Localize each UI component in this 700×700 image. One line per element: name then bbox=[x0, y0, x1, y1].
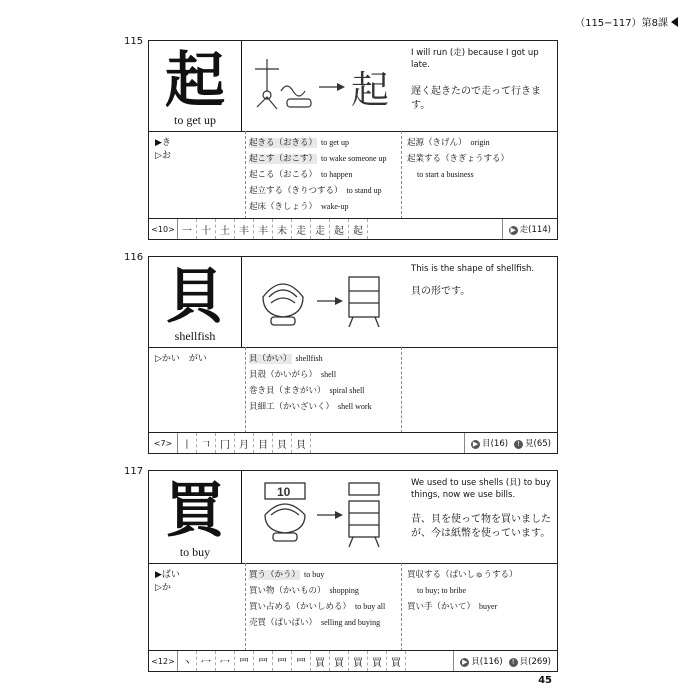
vocab-word: 買い手（かいて） bbox=[407, 602, 476, 612]
vocab-item bbox=[249, 399, 372, 415]
stroke-step: 冖 bbox=[216, 651, 235, 671]
stroke-step: 貝 bbox=[273, 433, 292, 453]
vocab-item bbox=[249, 351, 372, 367]
warning-icon: ! bbox=[509, 658, 518, 667]
example-sentence: 遅く起きたので走って行きます。 bbox=[411, 86, 541, 111]
related-ref-text: 目(16) bbox=[482, 439, 509, 449]
vocab-item bbox=[407, 583, 522, 599]
vocab-item bbox=[249, 183, 387, 199]
kanji-box bbox=[149, 471, 242, 563]
stroke-step: 罒 bbox=[292, 651, 311, 671]
example-sentence: 貝の形です。 bbox=[411, 286, 471, 297]
stroke-step: 土 bbox=[216, 219, 235, 239]
stroke-order bbox=[149, 650, 557, 671]
vocab-english: to happen bbox=[321, 170, 353, 179]
stroke-step: 走 bbox=[292, 219, 311, 239]
vocab-list bbox=[249, 567, 385, 631]
vocab-word: 起業する（きぎょうする） bbox=[407, 154, 510, 164]
play-icon: ▶ bbox=[510, 226, 516, 234]
kanji-meaning: to get up bbox=[174, 113, 216, 127]
stroke-step: 罒 bbox=[273, 651, 292, 671]
play-icon: ▶ bbox=[462, 658, 468, 666]
related-ref-text: 走(114) bbox=[519, 225, 551, 235]
vocab-word: 起床（きしょう） bbox=[249, 202, 318, 212]
entry-number: 117 bbox=[124, 466, 144, 477]
stroke-step: 買 bbox=[311, 651, 330, 671]
kanji-character: 起 bbox=[165, 46, 225, 116]
chapter-title: （115−117）第8課 bbox=[575, 18, 668, 29]
kanji-box bbox=[149, 257, 242, 347]
vocab-english: to get up bbox=[321, 138, 350, 147]
related-ref-text: 見(65) bbox=[525, 439, 551, 449]
kanji-entry-117 bbox=[148, 470, 558, 672]
vocab-english: selling and buying bbox=[321, 618, 381, 627]
vocab-word: 起源（きげん） bbox=[407, 138, 467, 148]
vocab-item bbox=[249, 199, 387, 215]
explanation-english: We used to use shells (貝) to buy things, now we use bills. bbox=[411, 478, 551, 500]
stroke-step: 冂 bbox=[216, 433, 235, 453]
chapter-header bbox=[575, 14, 678, 29]
stroke-step: 買 bbox=[368, 651, 387, 671]
play-icon: ▶ bbox=[472, 440, 479, 448]
vocab-word: 売買（ばいばい） bbox=[249, 618, 318, 628]
related-kanji bbox=[502, 219, 557, 239]
vocab-english: to wake someone up bbox=[321, 154, 387, 163]
stroke-count: <12> bbox=[149, 651, 178, 671]
stroke-step: 月 bbox=[235, 433, 254, 453]
vocab-english: to buy; to bribe bbox=[417, 586, 467, 595]
related-ref-text: 貝(269) bbox=[519, 657, 551, 667]
kanji-entry-115 bbox=[148, 40, 558, 240]
vocab-word: 貝殻（かいがら） bbox=[249, 370, 318, 380]
stroke-step: 貝 bbox=[292, 433, 311, 453]
kanji-meaning: to buy bbox=[179, 545, 211, 559]
vocab-word: 買い占める（かいしめる） bbox=[249, 602, 352, 612]
related-ref-text: 貝(116) bbox=[471, 657, 503, 667]
reading-on: ▷お bbox=[155, 151, 171, 161]
stroke-step: 買 bbox=[330, 651, 349, 671]
related-ref bbox=[460, 655, 502, 667]
kanji-box bbox=[149, 41, 242, 131]
divider bbox=[245, 563, 246, 651]
vocab-word: 起きる（おきる） bbox=[249, 138, 318, 148]
vocab-english: wake-up bbox=[321, 202, 349, 211]
divider bbox=[245, 347, 246, 433]
vocab-word: 巻き貝（まきがい） bbox=[249, 386, 326, 396]
explanation-english: I will run (走) because I got up late. bbox=[411, 48, 539, 70]
related-ref bbox=[514, 437, 551, 449]
vocab-word: 貝（かい） bbox=[249, 354, 292, 364]
vocab-item bbox=[249, 383, 372, 399]
stroke-count: <10> bbox=[149, 219, 178, 239]
stroke-step: 未 bbox=[273, 219, 292, 239]
divider bbox=[401, 347, 402, 433]
vocab-item bbox=[407, 135, 513, 151]
kanji-entry-116 bbox=[148, 256, 558, 454]
stroke-step: 走 bbox=[311, 219, 330, 239]
vocab-item bbox=[249, 135, 387, 151]
readings-list bbox=[155, 353, 207, 366]
vocab-list-advanced bbox=[407, 567, 522, 615]
related-ref bbox=[509, 223, 551, 235]
vocab-word: 買う（かう） bbox=[249, 570, 301, 580]
stroke-step: 買 bbox=[349, 651, 368, 671]
warning-icon: ! bbox=[514, 440, 523, 449]
stroke-step: 罒 bbox=[235, 651, 254, 671]
stroke-step: 起 bbox=[330, 219, 349, 239]
stroke-step: 丨 bbox=[178, 433, 197, 453]
illustration-number: 10 bbox=[277, 485, 291, 499]
related-ref bbox=[509, 655, 551, 667]
vocab-word: 買収する（ばいしゅうする） bbox=[407, 570, 518, 580]
stroke-step: 目 bbox=[254, 433, 273, 453]
vocab-word: 貝細工（かいざいく） bbox=[249, 402, 335, 412]
stroke-step: 十 bbox=[197, 219, 216, 239]
vocab-english: origin bbox=[470, 138, 490, 147]
vocab-list-advanced bbox=[407, 135, 513, 183]
related-kanji bbox=[464, 433, 557, 453]
reading-on: ▶ばい bbox=[155, 570, 180, 580]
origin-illustration bbox=[253, 477, 403, 559]
vocab-item bbox=[407, 599, 522, 615]
kanji-character: 貝 bbox=[165, 262, 225, 332]
stroke-count: <7> bbox=[149, 433, 178, 453]
stroke-step: 買 bbox=[387, 651, 406, 671]
vocab-item bbox=[249, 167, 387, 183]
readings-list bbox=[155, 137, 171, 163]
vocab-english: buyer bbox=[479, 602, 498, 611]
vocab-word: 起こす（おこす） bbox=[249, 154, 318, 164]
vocab-english: to start a business bbox=[417, 170, 474, 179]
vocab-english: shell work bbox=[338, 402, 372, 411]
reading-kun: ▷か bbox=[155, 583, 171, 593]
stroke-step: 起 bbox=[349, 219, 368, 239]
divider bbox=[245, 131, 246, 219]
vocab-english: shopping bbox=[329, 586, 359, 595]
stroke-step: 丰 bbox=[254, 219, 273, 239]
reading-on: ▷かい がい bbox=[155, 354, 207, 364]
vocab-english: shellfish bbox=[295, 354, 323, 363]
vocab-word: 買い物（かいもの） bbox=[249, 586, 326, 596]
vocab-item bbox=[407, 167, 513, 183]
readings-list bbox=[155, 569, 180, 595]
svg-text:起: 起 bbox=[351, 68, 390, 112]
stroke-step: 丰 bbox=[235, 219, 254, 239]
stroke-step: 罒 bbox=[254, 651, 273, 671]
related-kanji bbox=[453, 651, 557, 671]
origin-illustration bbox=[247, 47, 397, 127]
stroke-order bbox=[149, 432, 557, 453]
vocab-item bbox=[249, 151, 387, 167]
stroke-step: 𠃍 bbox=[197, 433, 216, 453]
kanji-character: 買 bbox=[165, 476, 225, 546]
related-ref bbox=[471, 437, 508, 449]
example-sentence: 昔、貝を使って物を買いましたが、今は紙幣を使っています。 bbox=[411, 514, 551, 539]
vocab-item bbox=[249, 367, 372, 383]
page-number: 45 bbox=[538, 675, 552, 686]
vocab-item bbox=[249, 567, 385, 583]
vocab-english: spiral shell bbox=[329, 386, 365, 395]
vocab-word: 起こる（おこる） bbox=[249, 170, 318, 180]
explanation-english: This is the shape of shellfish. bbox=[411, 264, 535, 274]
kanji-meaning: shellfish bbox=[174, 329, 216, 343]
vocab-english: to buy bbox=[304, 570, 325, 579]
vocab-item bbox=[249, 583, 385, 599]
divider bbox=[401, 131, 402, 219]
vocab-english: to stand up bbox=[346, 186, 382, 195]
vocab-english: shell bbox=[321, 370, 337, 379]
stroke-step: 冖 bbox=[197, 651, 216, 671]
vocab-item bbox=[249, 615, 385, 631]
vocab-item bbox=[407, 151, 513, 167]
triangle-left-icon bbox=[671, 17, 678, 27]
divider bbox=[401, 563, 402, 651]
stroke-order bbox=[149, 218, 557, 239]
entry-number: 116 bbox=[124, 252, 144, 263]
vocab-item bbox=[407, 567, 522, 583]
stroke-step: 丶 bbox=[178, 651, 197, 671]
vocab-list bbox=[249, 351, 372, 415]
vocab-word: 起立する（きりつする） bbox=[249, 186, 343, 196]
entry-number: 115 bbox=[124, 36, 144, 47]
vocab-list bbox=[249, 135, 387, 215]
vocab-item bbox=[249, 599, 385, 615]
origin-illustration bbox=[253, 267, 403, 341]
stroke-step: 一 bbox=[178, 219, 197, 239]
vocab-english: to buy all bbox=[355, 602, 386, 611]
reading-kun: ▶き bbox=[155, 138, 171, 148]
